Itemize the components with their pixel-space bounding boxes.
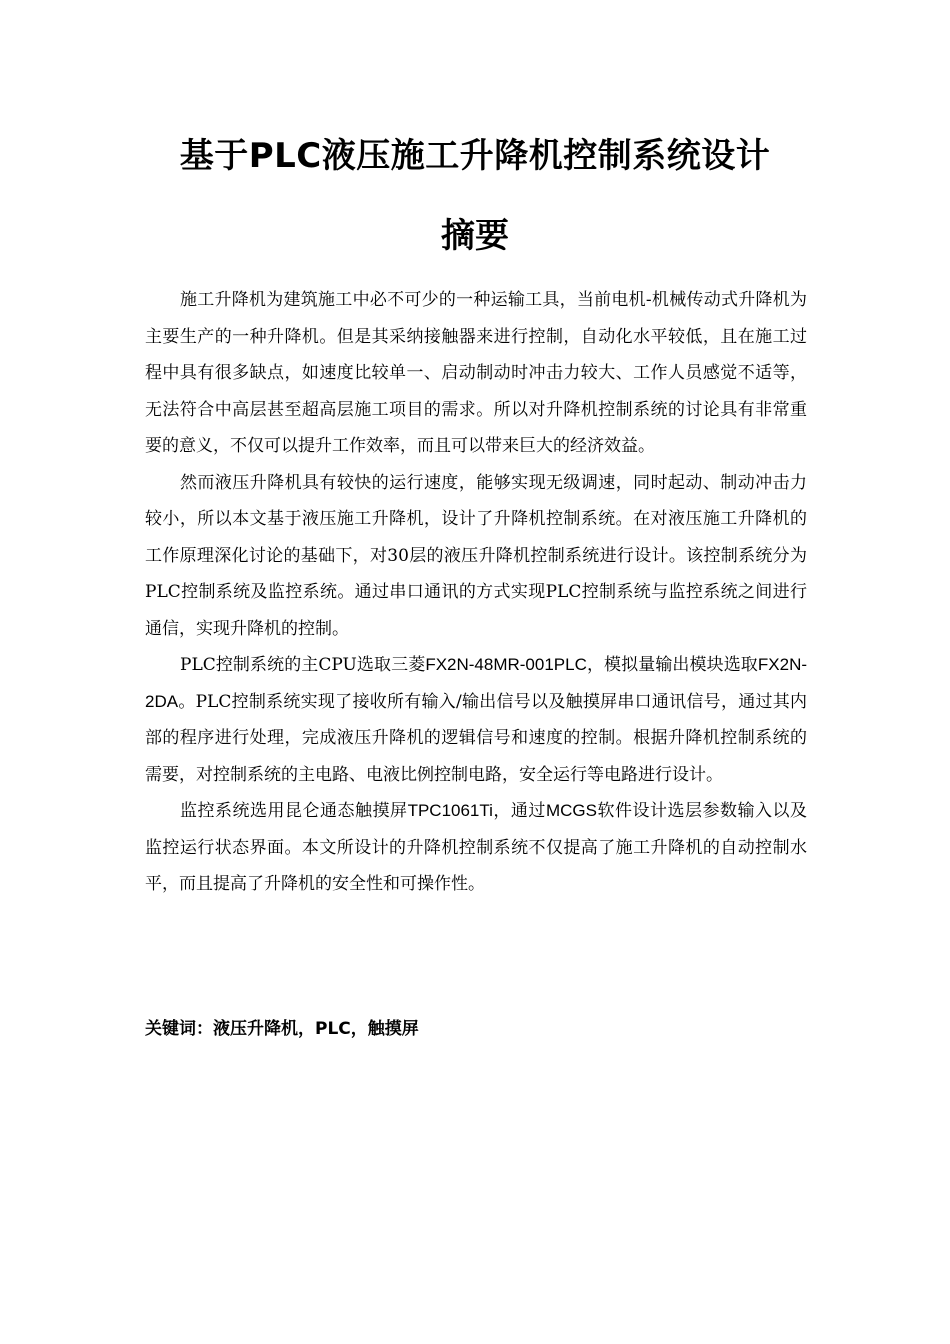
software-name-text: MCGS <box>545 801 597 820</box>
abstract-paragraph-1: 施工升降机为建筑施工中必不可少的一种运输工具，当前电机-机械传动式升降机为主要生产的一种升降机。但是其采纳接触器来进行控制，自动化水平较低，且在施工过程中具有很多缺点，如速度比较单一、启动制动时冲击力较大、工作人员感觉不适等，无法符合中高层甚至超高层施工项目的需求。所以对升降机控制系统的讨论具有非常重要的意义，不仅可以提升工作效率，而且可以带来巨大的经济效益。 <box>145 290 807 456</box>
paragraph-4-text-b: ，通过 <box>492 801 546 821</box>
paragraph-3-text-b: ，模拟量输出模块选取 <box>586 655 758 675</box>
abstract-body <box>145 282 807 903</box>
abstract-paragraph-3 <box>145 647 807 793</box>
paragraph-3-text-a: PLC控制系统的主CPU选取三菱 <box>180 655 426 675</box>
abstract-heading: 摘要 <box>441 216 509 256</box>
plc-model-text: FX2N-48MR-001PLC <box>425 655 587 674</box>
abstract-paragraph-4 <box>145 793 807 903</box>
keywords-line: 关键词：液压升降机，PLC，触摸屏 <box>145 1019 419 1039</box>
abstract-paragraph-2: 然而液压升降机具有较快的运行速度，能够实现无级调速，同时起动、制动冲击力较小，所以本文基于液压施工升降机，设计了升降机控制系统。在对液压施工升降机的工作原理深化讨论的基础下，对30层的液压升降机控制系统进行设计。该控制系统分为PLC控制系统及监控系统。通过串口通讯的方式实现PLC控制系统与监控系统之间进行通信，实现升降机的控制。 <box>145 472 807 639</box>
document-title: 基于PLC液压施工升降机控制系统设计 <box>179 136 771 176</box>
analog-module-model-text: FX2N-2DA <box>145 655 808 711</box>
touchscreen-model-text: TPC1061Ti <box>407 801 493 820</box>
paragraph-4-text-a: 监控系统选用昆仑通态触摸屏 <box>180 801 408 821</box>
paragraph-3-text-c: 。PLC控制系统实现了接收所有输入/输出信号以及触摸屏串口通讯信号，通过其内部的程序进行处理，完成液压升降机的逻辑信号和速度的控制。根据升降机控制系统的需要，对控制系统的主电路、电液比例控制电路，安全运行等电路进行设计。 <box>145 691 807 785</box>
paragraph-4-text-c: 软件设计选层参数输入以及监控运行状态界面。本文所设计的升降机控制系统不仅提高了施工升降机的自动控制水平，而且提高了升降机的安全性和可操作性。 <box>145 801 808 894</box>
